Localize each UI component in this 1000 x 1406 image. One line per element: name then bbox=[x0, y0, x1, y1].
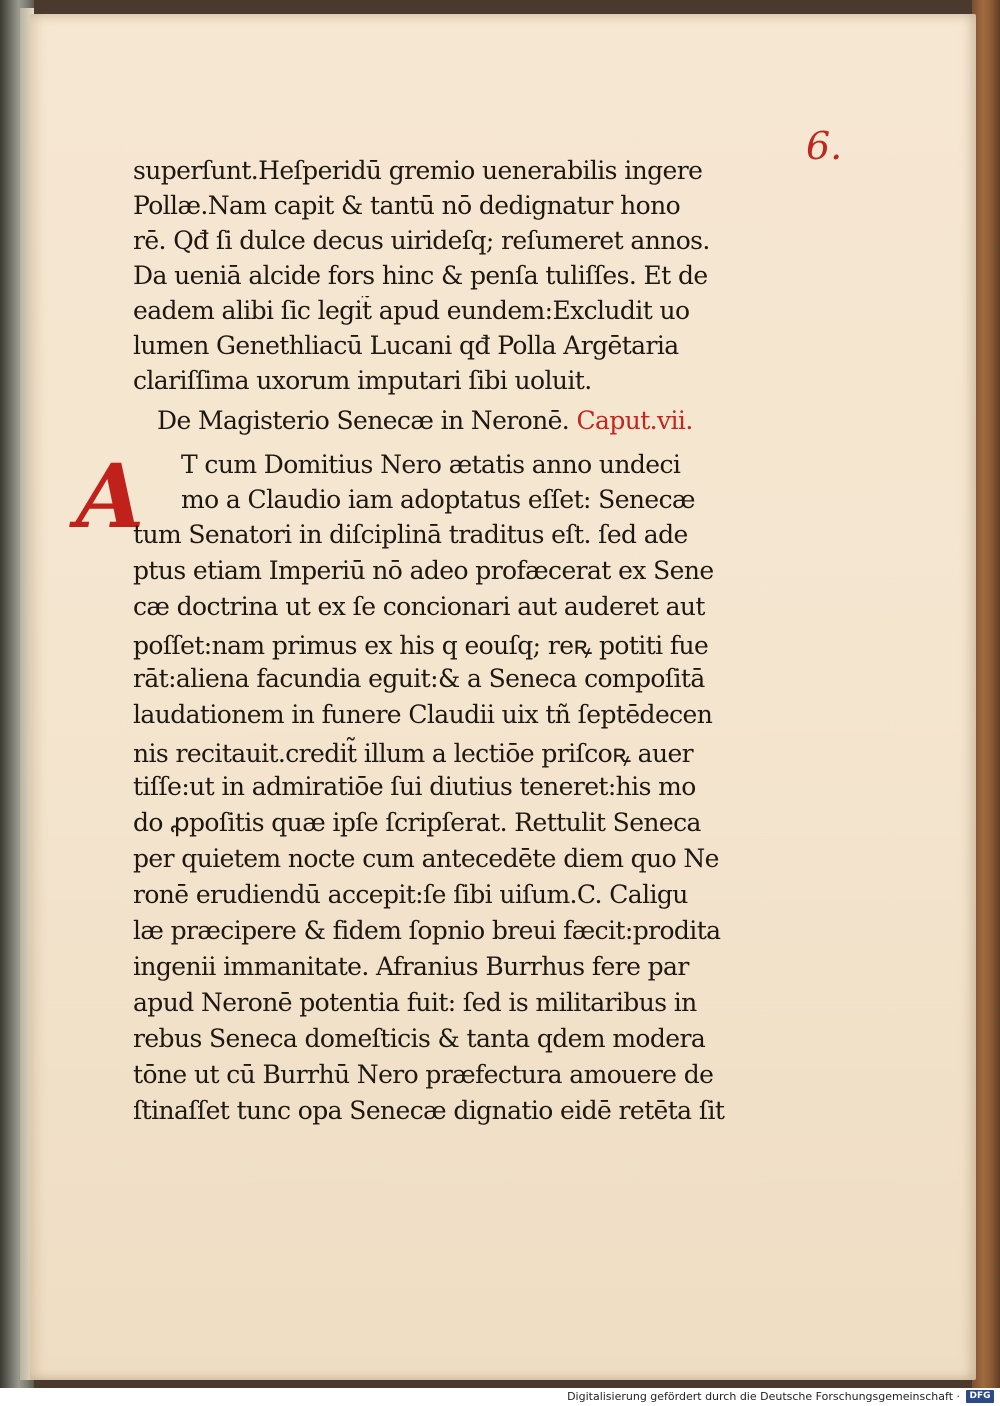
text-line: per quietem nocte cum antecedēte diem quo Ne bbox=[133, 844, 719, 873]
text-line: apud Neronē potentia fuit: ſed is militaribus in bbox=[133, 988, 697, 1017]
text-line: lumen Genethliacū Lucani qđ Polla Argētaria bbox=[133, 331, 679, 360]
text-line: tōne ut cū Burrhū Nero præfectura amouere de bbox=[133, 1060, 714, 1089]
text-line: rebus Seneca domeſticis & tanta qdem modera bbox=[133, 1024, 706, 1053]
heading-title: De Magisterio Senecæ in Neronē. bbox=[157, 406, 577, 435]
book-cover-edge bbox=[972, 0, 1000, 1388]
text-line: tum Senatori in diſciplinā traditus eſt. ſed ade bbox=[133, 520, 688, 549]
text-line: mo a Claudio iam adoptatus eſſet: Senecæ bbox=[181, 485, 695, 514]
text-line: T cum Domitius Nero ætatis anno undeci bbox=[181, 450, 681, 479]
text-line: ronē erudiendū accepit:ſe ſibi uiſum.C. Caligu bbox=[133, 880, 688, 909]
text-line: cæ doctrina ut ex ſe concionari aut auderet aut bbox=[133, 592, 705, 621]
text-line: læ præcipere & fidem ſopnio breui fæcit:prodita bbox=[133, 916, 721, 945]
digitization-footer bbox=[0, 1388, 1000, 1406]
text-line: do ꝓpoſitis quæ ipſe ſcripſerat. Rettulit Seneca bbox=[133, 808, 701, 837]
folio-number: 6. bbox=[806, 124, 843, 168]
text-line: nis recitauit.credit̃ illum a lectiōe priſcoꝶ auer bbox=[133, 739, 694, 768]
text-line: ingenii immanitate. Afranius Burrhus fere par bbox=[133, 952, 689, 981]
funding-credit: Digitalisierung gefördert durch die Deutsche Forschungsgemeinschaft · bbox=[567, 1390, 960, 1403]
drop-initial: A bbox=[76, 444, 145, 548]
text-line: ptus etiam Imperiū nō adeo profæcerat ex Sene bbox=[133, 556, 714, 585]
chapter-heading bbox=[157, 406, 757, 440]
text-line: eadem alibi ſic legit̃ apud eundem:Excludit uo bbox=[133, 296, 690, 325]
heading-chapter-number: Caput.vii. bbox=[576, 406, 693, 435]
text-line: laudationem in funere Claudii uix tñ ſeptēdecen bbox=[133, 700, 713, 729]
text-line: clariſſima uxorum imputari ſibi uoluit. bbox=[133, 366, 592, 395]
text-line: tiſſe:ut in admiratiōe ſui diutius teneret:his mo bbox=[133, 772, 696, 801]
text-line: Pollæ.Nam capit & tantū nō dedignatur hono bbox=[133, 191, 681, 220]
text-line: superſunt.Heſperidū gremio uenerabilis ingere bbox=[133, 156, 703, 185]
text-line: poſſet:nam primus ex his q eouſq; reꝶ potiti fue bbox=[133, 631, 709, 660]
text-line: rē. Qđ ſi dulce decus uirideſq; reſumeret annos. bbox=[133, 226, 710, 255]
dfg-logo: DFG bbox=[966, 1390, 994, 1403]
text-line: rāt:aliena facundia eguit:& a Seneca compoſitā bbox=[133, 664, 705, 693]
text-line: ſtinaſſet tunc opa Senecæ dignatio eidē retēta ſit bbox=[133, 1096, 725, 1125]
text-line: Da ueniā alcide fors hinc & penſa tuliſſes. Et de bbox=[133, 261, 708, 290]
